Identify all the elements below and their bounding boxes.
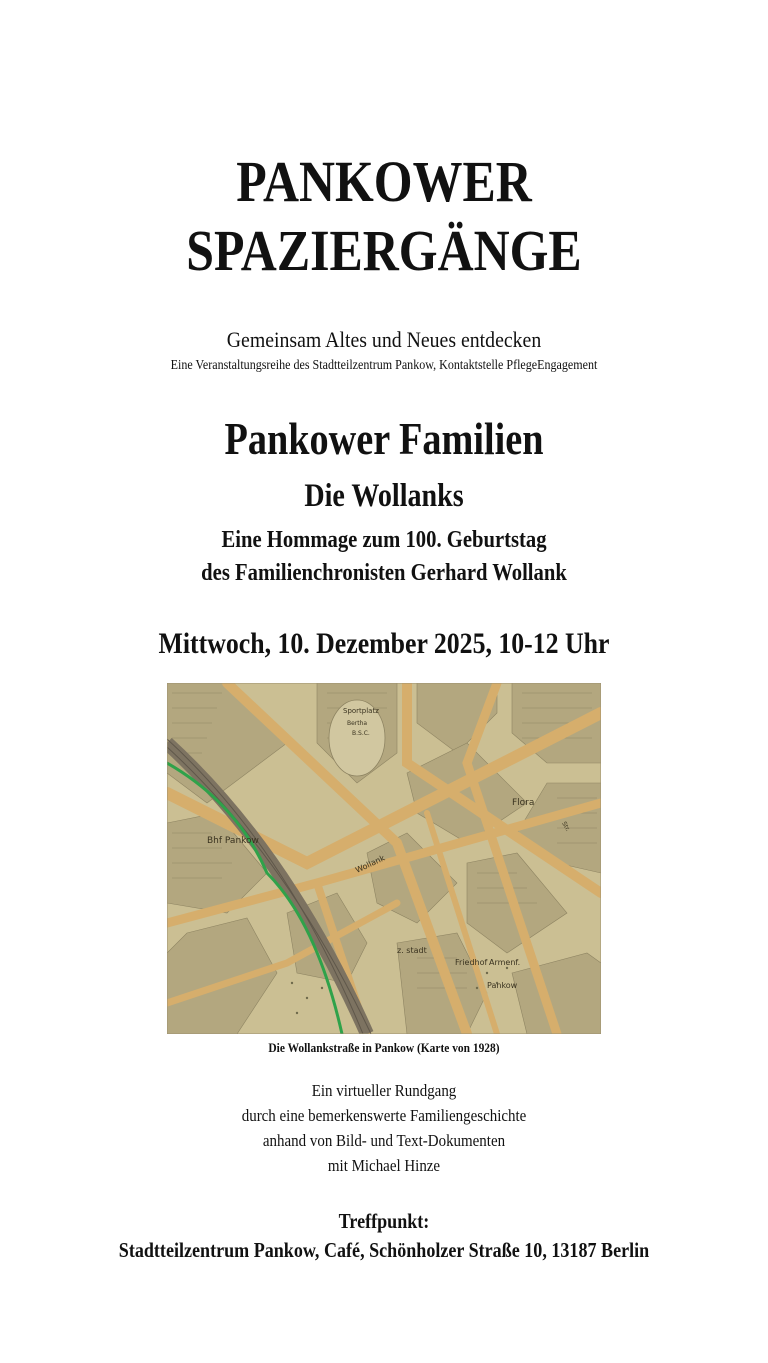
meeting-point-address: Stadtteilzentrum Pankow, Café, Schönholzer Straße 10, 13187 Berlin — [118, 1238, 650, 1262]
map-label-bertha: Bertha — [347, 720, 368, 727]
description-line-2: durch eine bemerkenswerte Familiengeschichte — [241, 1106, 527, 1125]
description-line-3: anhand von Bild- und Text-Dokumenten — [262, 1131, 506, 1150]
map-caption: Die Wollankstraße in Pankow (Karte von 1928) — [268, 1040, 500, 1055]
historic-map-image — [167, 683, 601, 1034]
meeting-point-label: Treffpunkt: — [338, 1209, 430, 1233]
map-label-friedhof: Friedhof — [455, 958, 488, 967]
description-line-1: Ein virtueller Rundgang — [311, 1081, 457, 1100]
map-label-bhf-pankow: Bhf Pankow — [207, 836, 259, 846]
map-label-stadt: z. stadt — [397, 946, 427, 955]
series-title-line-2: SPAZIERGÄNGE — [186, 218, 582, 283]
map-label-sportplatz: Sportplatz — [343, 707, 379, 715]
event-title: Pankower Familien — [224, 414, 544, 464]
event-subtitle: Die Wollanks — [304, 478, 464, 514]
description-line-4: mit Michael Hinze — [327, 1156, 441, 1175]
map-label-wollank: Wollank — [354, 853, 387, 875]
organizer-line: Eine Veranstaltungsreihe des Stadtteilzentrum Pankow, Kontaktstelle PflegeEngagement — [170, 358, 598, 373]
map-label-flora: Flora — [512, 798, 535, 808]
hommage-line-1: Eine Hommage zum 100. Geburtstag — [221, 527, 547, 553]
tagline: Gemeinsam Altes und Neues entdecken — [226, 327, 542, 352]
hommage-line-2: des Familienchronisten Gerhard Wollank — [201, 560, 567, 586]
map-label-bsc: B.S.C. — [352, 730, 370, 737]
series-title-line-1: PANKOWER — [236, 149, 532, 214]
map-label-pankow: Pankow — [487, 981, 518, 990]
map-label-armenf: Armenf. — [489, 958, 521, 967]
event-date: Mittwoch, 10. Dezember 2025, 10-12 Uhr — [158, 627, 610, 660]
map-label-str: Str. — [560, 820, 572, 833]
